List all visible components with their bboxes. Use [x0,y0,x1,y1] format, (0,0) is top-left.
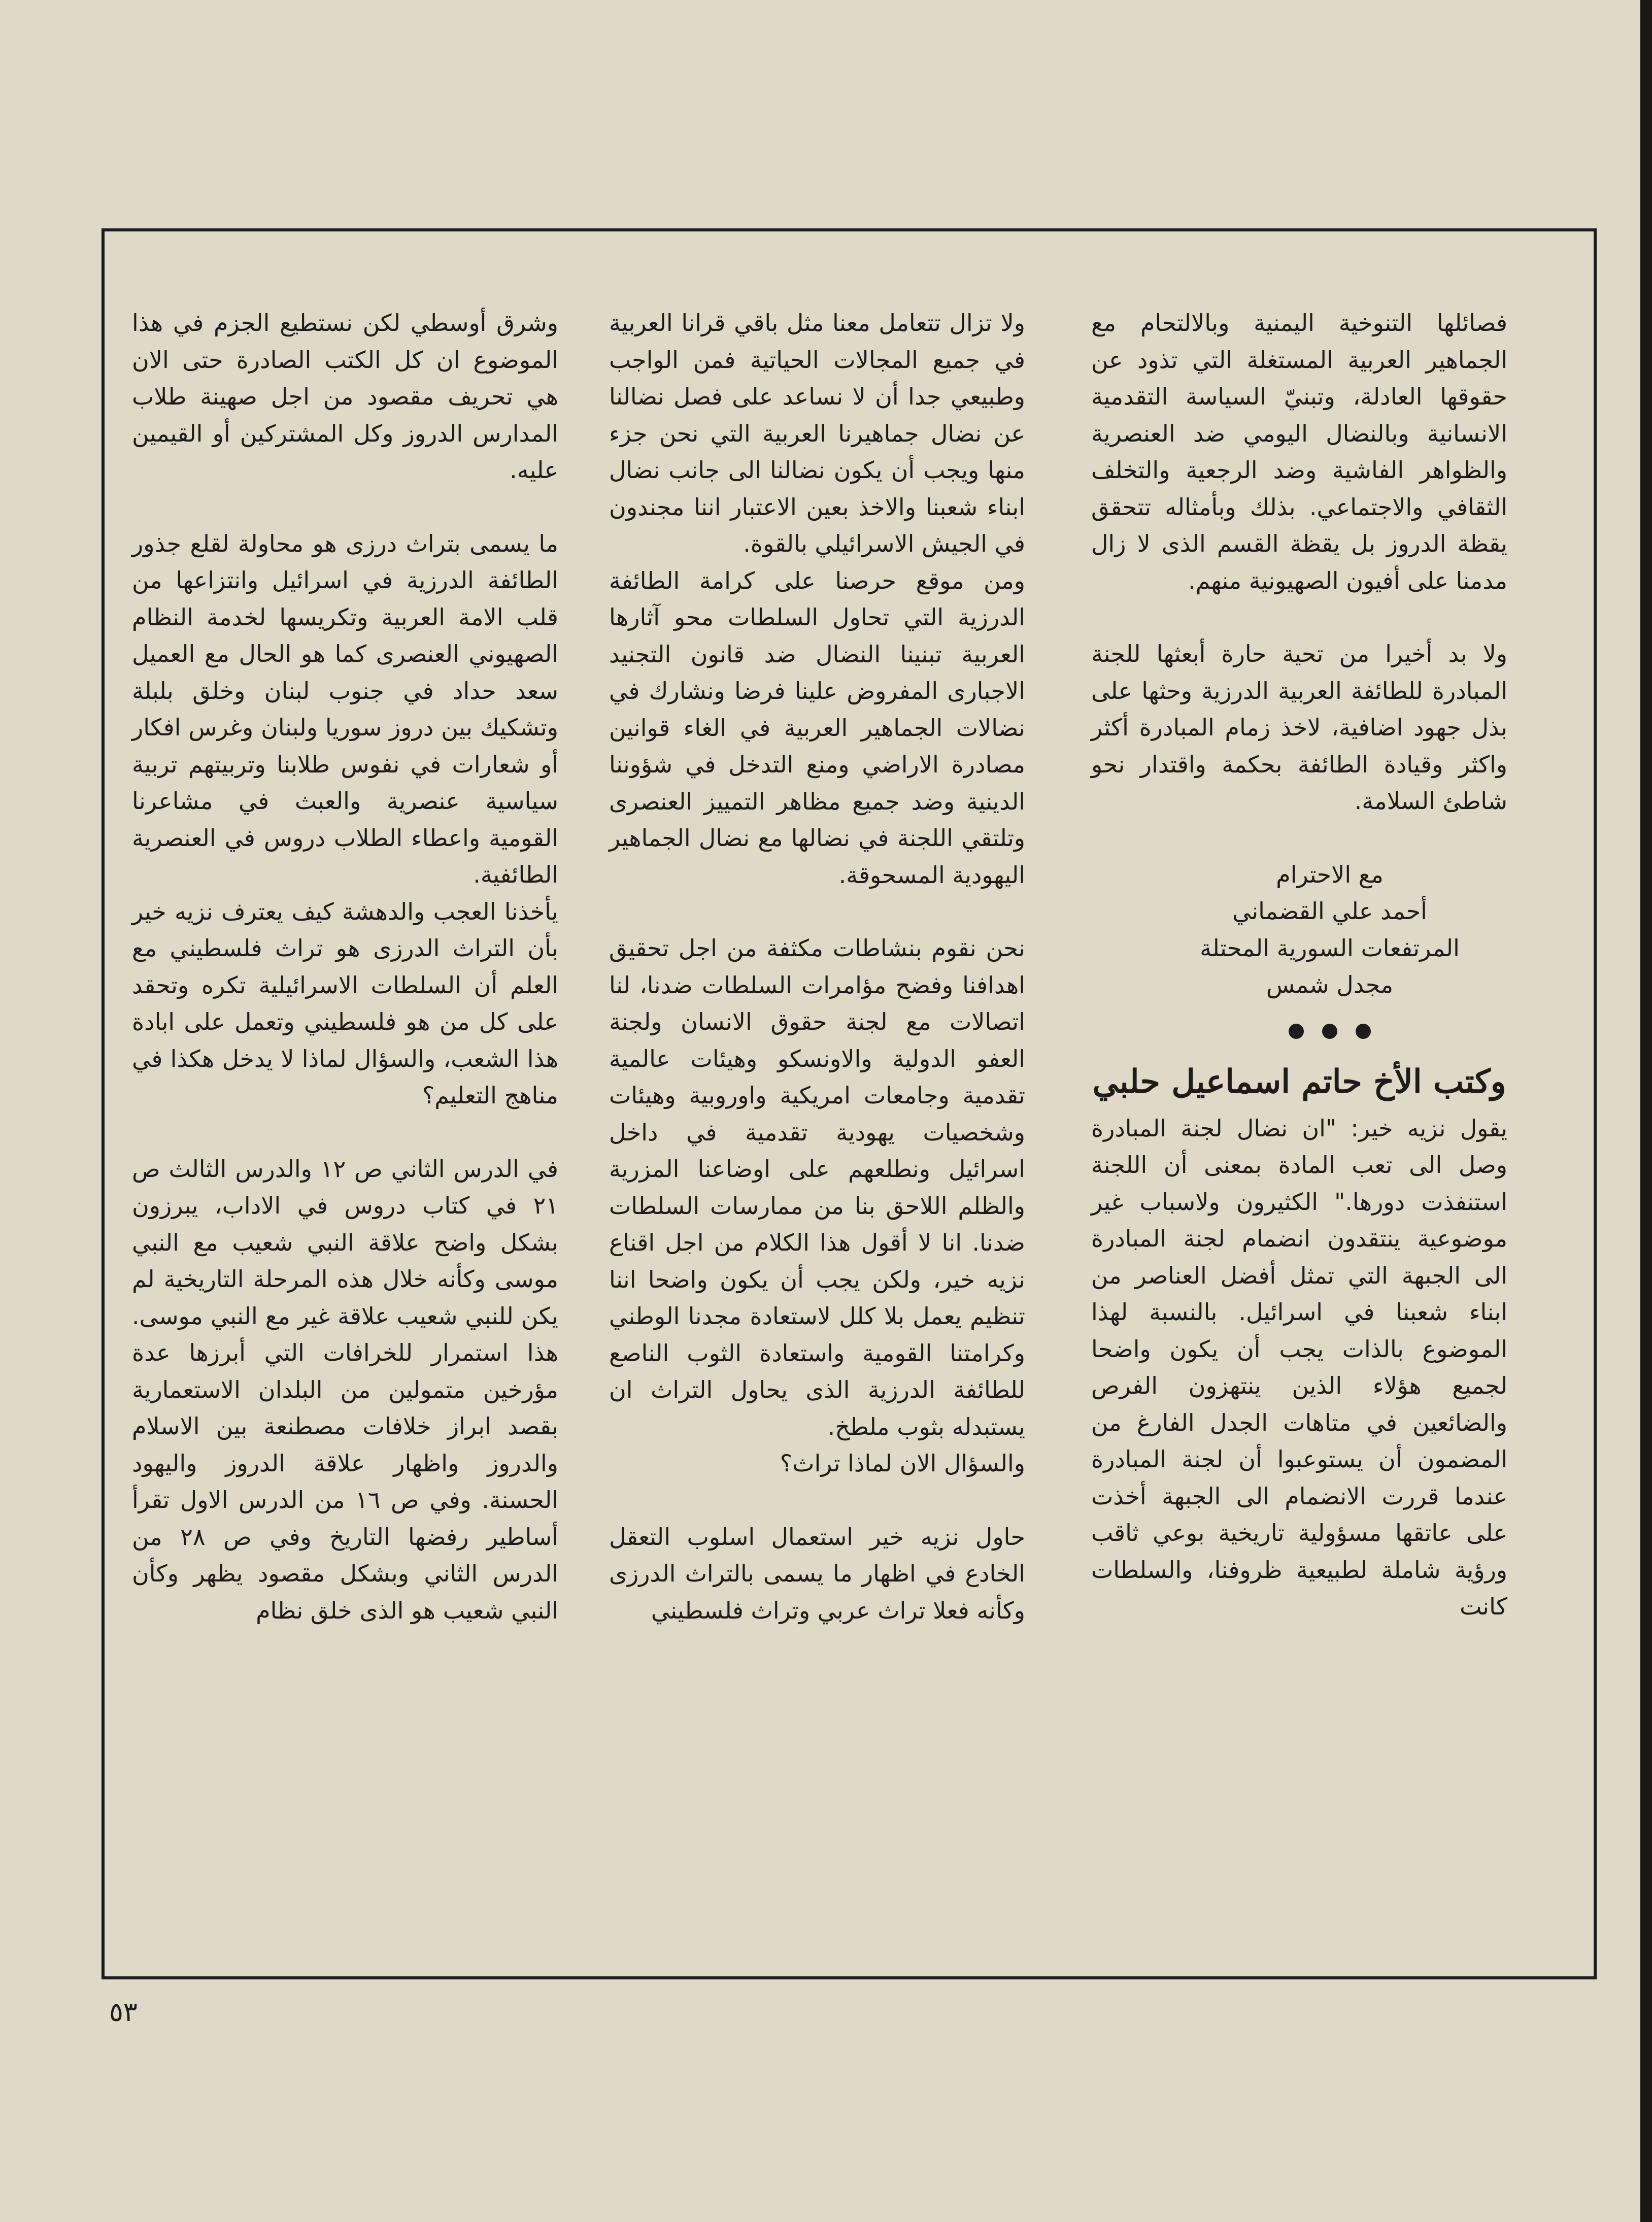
dot-icon [1322,1024,1337,1039]
page-number: ٥٣ [109,1997,138,2028]
paragraph: والسؤال الان لماذا تراث؟ [780,1450,1025,1477]
signature-name: أحمد علي القضماني [1232,897,1427,925]
article-column-left [132,305,558,1629]
paragraph: حاول نزيه خير استعمال اسلوب التعقل الخادع في اظهار ما يسمى بالتراث الدرزى وكأنه فعلا تراث عربي وتراث فلسطيني [609,1523,1025,1624]
paragraph: فصائلها التنوخية اليمنية وبالالتحام مع الجماهير العربية المستغلة التي تذود عن حقوقها العادلة، وتبنيّ السياسة التقدمية الانسانية وبالنضال اليومي ضد العنصرية والظواهر الفاشية وضد الرجعية والتخلف الثقافي والاجتماعي. بذلك وبأمثاله تتحقق يقظة الدروز بل يقظة القسم الذى لا زال مدمنا على أفيون الصهيونية منهم. [1091,309,1507,594]
letter-signature [1091,856,1507,1003]
section-separator-dots [1091,1024,1507,1039]
article-column-right [1091,305,1507,1625]
paragraph: ولا بد أخيرا من تحية حارة أبعثها للجنة المبادرة للطائفة العربية الدرزية وحثها على بذل جهود اضافية، لاخذ زمام المبادرة أكثر واكثر وقيادة الطائفة بحكمة واقتدار نحو شاطئ السلامة. [1091,640,1507,815]
article-column-middle [609,305,1025,1629]
paragraph: في الدرس الثاني ص ١٢ والدرس الثالث ص ٢١ في كتاب دروس في الاداب، يبرزون بشكل واضح علاقة النبي شعيب مع النبي موسى وكأنه خلال هذه المرحلة التاريخية لم يكن للنبي شعيب علاقة غير مع النبي موسى. هذا استمرار للخرافات التي أبرزها عدة مؤرخين متمولين من البلدان الاستعمارية بقصد ابراز خلافات مصطنعة بين الاسلام والدروز واظهار علاقة الدروز واليهود الحسنة. وفي ص ١٦ من الدرس الاول تقرأ أساطير رفضها التاريخ وفي ص ٢٨ من الدرس الثاني وبشكل مقصود يظهر وكأن النبي شعيب هو الذى خلق نظام [132,1155,559,1624]
paragraph: ولا تزال تتعامل معنا مثل باقي قرانا العربية في جميع المجالات الحياتية فمن الواجب وطبيعي جدا أن لا نساعد على فصل نضالنا عن نضال جماهيرنا العربية التي نحن جزء منها ويجب أن يكون نضالنا الى جانب نضال ابناء شعبنا والاخذ بعين الاعتبار اننا مجندون في الجيش الاسرائيلي بالقوة. [609,309,1025,557]
section-byline: وكتب الأخ حاتم اسماعيل حلبي [1092,1062,1506,1101]
paragraph: ومن موقع حرصنا على كرامة الطائفة الدرزية التي تحاول السلطات محو آثارها العربية تبنينا النضال ضد قانون التجنيد الاجبارى المفروض علينا فرضا ونشارك في نضالات الجماهير العربية في الغاء قوانين مصادرة الاراضي ومنع التدخل في شؤوننا الدينية وضد جميع مظاهر التمييز العنصرى وتلتقي اللجنة في نضالها مع نضال الجماهير اليهودية المسحوقة. [609,566,1025,889]
paragraph: ما يسمى بتراث درزى هو محاولة لقلع جذور الطائفة الدرزية في اسرائيل وانتزاعها من قلب الامة العربية وتكريسها لخدمة النظام الصهيوني العنصرى كما هو الحال مع العميل سعد حداد في جنوب لبنان وخلق بلبلة وتشكيك بين دروز سوريا ولبنان وغرس افكار أو شعارات في نفوس طلابنا وتربيتهم تربية سياسية عنصرية والعبث في مشاعرنا القومية واعطاء الطلاب دروس في العنصرية الطائفية. [132,529,558,888]
dot-icon [1289,1024,1304,1039]
paragraph: نحن نقوم بنشاطات مكثفة من اجل تحقيق اهدافنا وفضح مؤامرات السلطات ضدنا، لنا اتصالات مع لجنة حقوق الانسان ولجنة العفو الدولية والاونسكو وهيئات عالمية تقدمية وجامعات امريكية واوروبية وهيئات وشخصيات يهودية تقدمية في داخل اسرائيل ونطلعهم على اوضاعنا المزرية والظلم اللاحق بنا من ممارسات السلطات ضدنا. انا لا أقول هذا الكلام من اجل اقناع نزيه خير، ولكن يجب أن يكون واضحا اننا تنظيم يعمل بلا كلل لاستعادة مجدنا الوطني وكرامتنا القومية واستعادة الثوب الناصع للطائفة الدرزية الذى يحاول التراث ان يستبدله بثوب ملطخ. [609,934,1025,1440]
paragraph: يأخذنا العجب والدهشة كيف يعترف نزيه خير بأن التراث الدرزى هو تراث فلسطيني مع العلم أن السلطات الاسرائيلية تكره وتحقد على كل من هو فلسطيني وتعمل على ابادة هذا الشعب، والسؤال لماذا لا يدخل هكذا في مناهج التعليم؟ [132,897,558,1109]
signature-closing: مع الاحترام [1276,860,1384,888]
signature-town: مجدل شمس [1266,971,1394,998]
paragraph: يقول نزيه خير: "ان نضال لجنة المبادرة وصل الى تعب المادة بمعنى أن اللجنة استنفذت دورها." الكثيرون ولاسباب غير موضوعية ينتقدون انضمام لجنة المبادرة الى الجبهة التي تمثل أفضل العناصر من ابناء شعبنا في اسرائيل. بالنسبة لهذا الموضوع بالذات يجب أن يكون واضحا لجميع هؤلاء الذين ينتهزون الفرص والضائعين في متاهات الجدل الفارغ من المضمون أن يستوعبوا أن لجنة المبادرة عندما قررت الانضمام الى الجبهة أخذت على عاتقها مسؤولية تاريخية بوعي ثاقب ورؤية شاملة لطبيعية ظروفنا، والسلطات كانت [1091,1114,1507,1620]
dot-icon [1356,1024,1371,1039]
paragraph: وشرق أوسطي لكن نستطيع الجزم في هذا الموضوع ان كل الكتب الصادرة حتى الان هي تحريف مقصود من اجل صهينة طلاب المدارس الدروز وكل المشتركين أو القيمين عليه. [132,309,558,484]
signature-place: المرتفعات السورية المحتلة [1200,934,1460,962]
